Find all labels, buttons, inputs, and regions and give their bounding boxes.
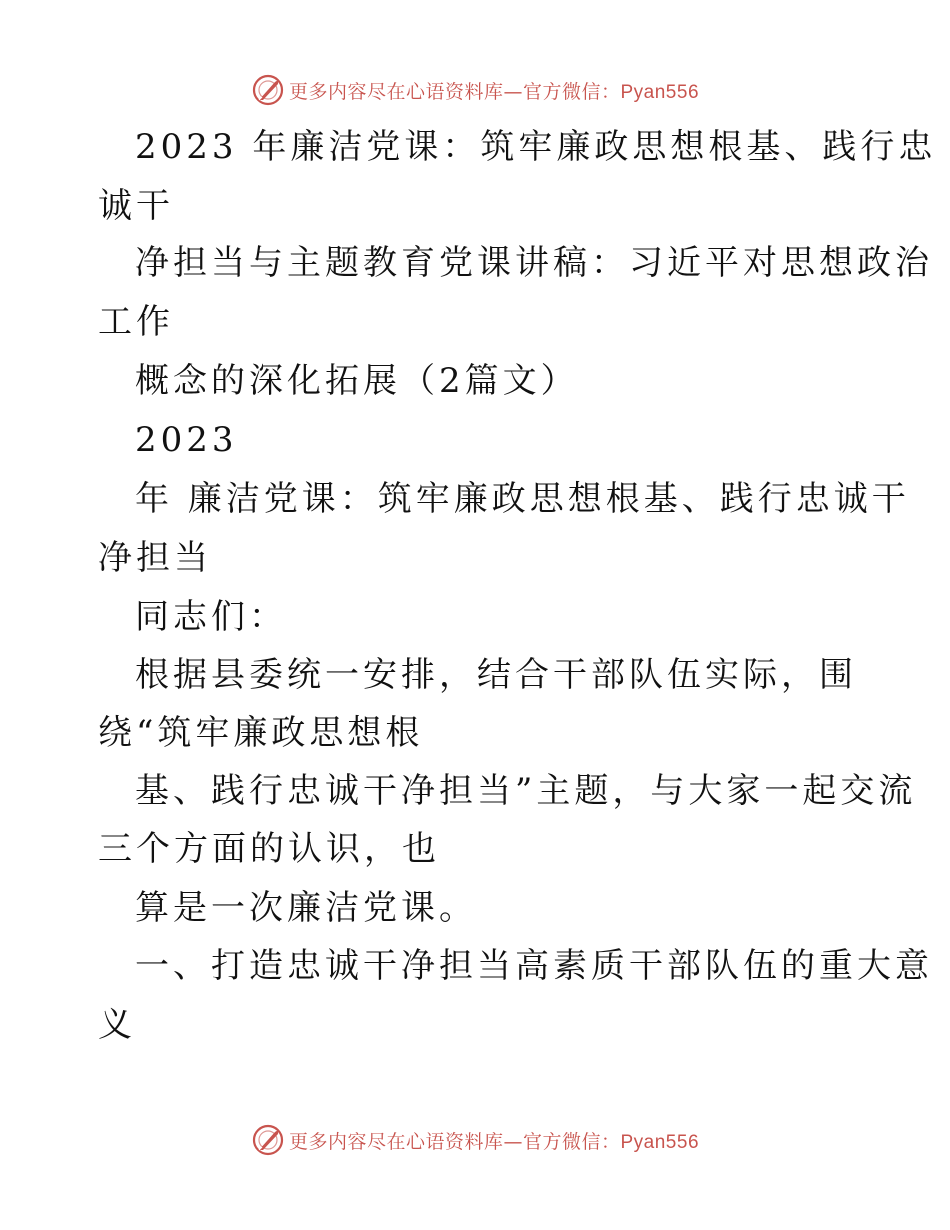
subtitle-line-2: 净担当 (98, 538, 212, 578)
title-line-5: 概念的深化拓展（2篇文） (135, 361, 579, 401)
subtitle-line-1: 年 廉洁党课：筑牢廉政思想根基、践行忠诚干 (135, 479, 910, 519)
title-line-4: 工作 (98, 302, 174, 342)
quill-logo-icon (251, 73, 285, 107)
salutation: 同志们： (135, 597, 287, 637)
title-line-2: 诚干 (98, 186, 174, 226)
watermark-suffix: 官方微信：Pyan556 (523, 1131, 700, 1153)
section-heading-line-1: 一、打造忠诚干净担当高素质干部队伍的重大意 (135, 946, 933, 986)
watermark-text (289, 1127, 699, 1154)
section-heading-line-2: 义 (98, 1005, 136, 1045)
watermark-dash: — (503, 1130, 523, 1153)
watermark-dash: — (503, 80, 523, 103)
paragraph-line-2: 绕“筑牢廉政思想根 (98, 713, 424, 753)
watermark-main: 更多内容尽在心语资料库 (288, 80, 504, 103)
footer-watermark (0, 1120, 950, 1160)
paragraph-line-4: 三个方面的认识，也 (98, 829, 440, 869)
watermark-suffix: 官方微信：Pyan556 (523, 81, 700, 103)
paragraph-line-5: 算是一次廉洁党课。 (135, 888, 477, 928)
header-watermark (0, 70, 950, 110)
watermark-main: 更多内容尽在心语资料库 (288, 1130, 504, 1153)
quill-logo-icon (251, 1123, 285, 1157)
paragraph-line-3: 基、践行忠诚干净担当”主题，与大家一起交流 (135, 771, 917, 811)
title-line-1: 2023 年廉洁党课：筑牢廉政思想根基、践行忠 (135, 127, 937, 167)
subtitle-year: 2023 (135, 420, 238, 460)
watermark-text (289, 77, 699, 104)
title-line-3: 净担当与主题教育党课讲稿：习近平对思想政治 (135, 243, 933, 283)
paragraph-line-1: 根据县委统一安排，结合干部队伍实际，围 (135, 655, 857, 695)
